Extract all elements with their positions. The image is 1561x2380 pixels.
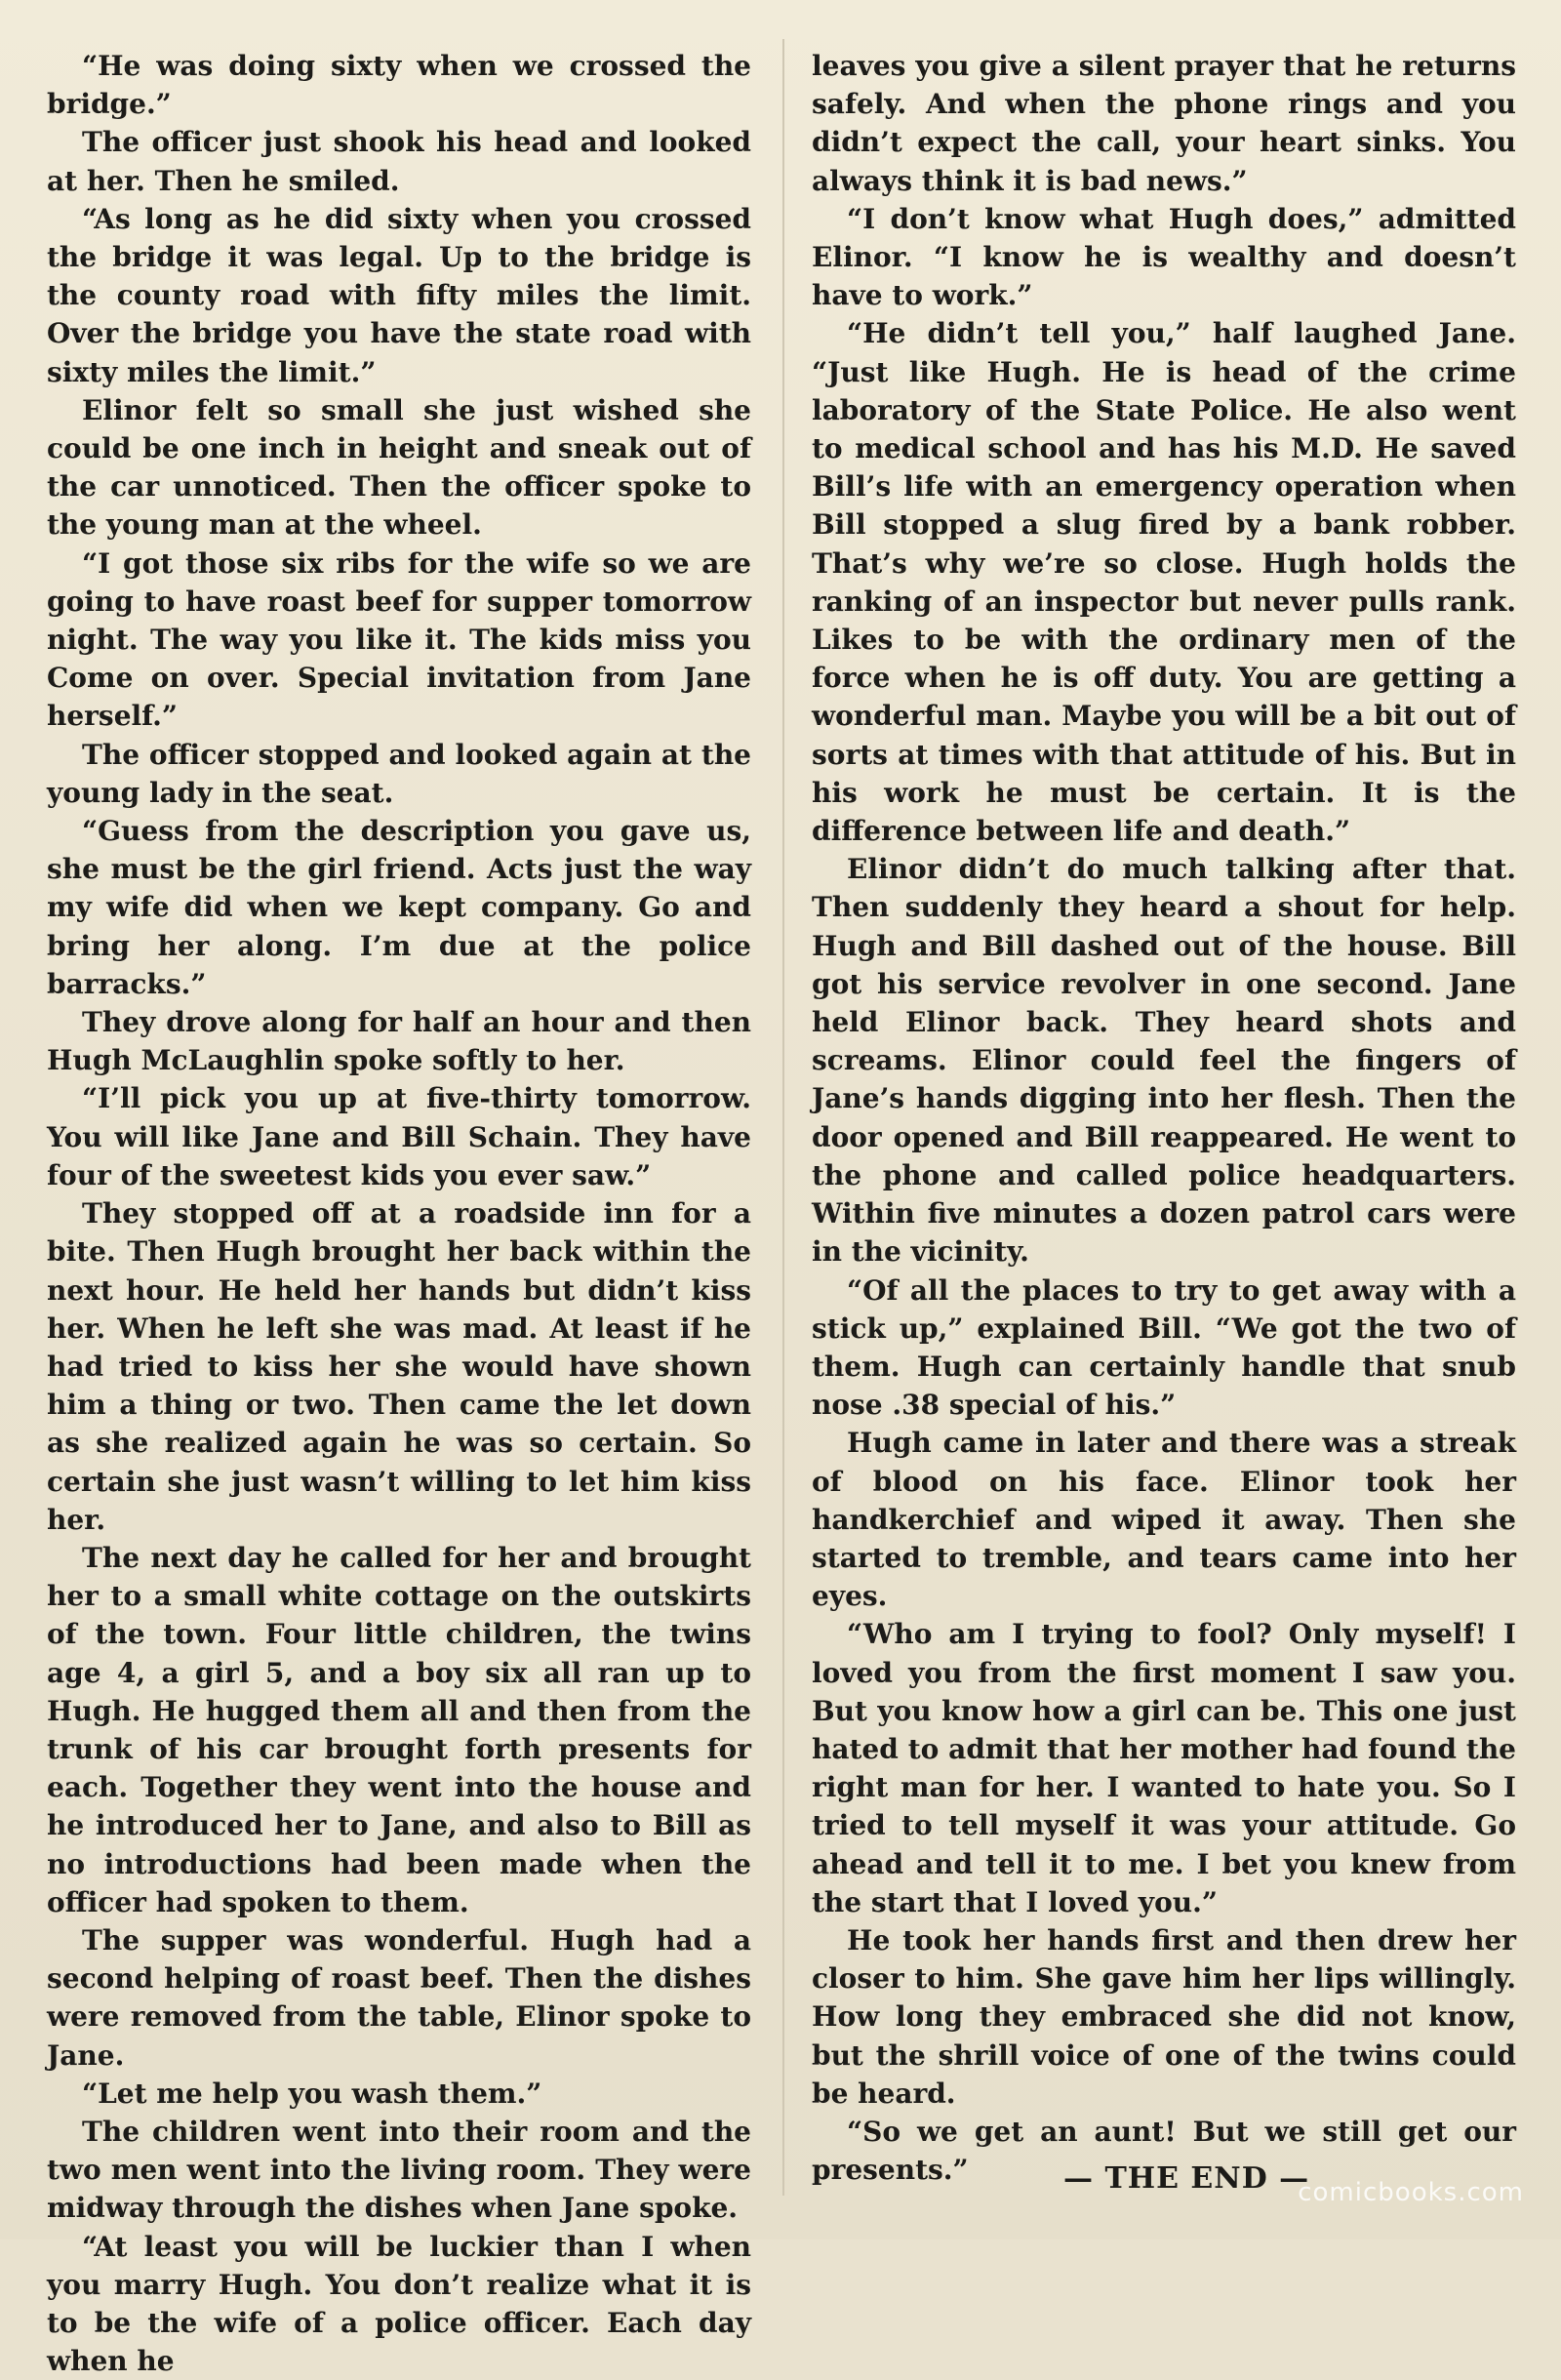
story-paragraph: Elinor didn’t do much talking after that. Then suddenly they heard a shout for help. Hugh and Bill dashed out of the house. Bill got his service revolver in one second. Jane held Elinor back. They heard shots and screams. Elinor could feel the fingers of Jane’s hands digging into her flesh. Then the door opened and Bill reappeared. He went to the phone and called police headquarters. Within five minutes a dozen patrol cars were in the vicinity. <box>812 853 1516 1269</box>
story-paragraph: “I don’t know what Hugh does,” admitted Elinor. “I know he is wealthy and doesn’t have to work.” <box>812 202 1516 312</box>
story-paragraph: Elinor felt so small she just wished she could be one inch in height and sneak out of the car unnoticed. Then the officer spoke to the young man at the wheel. <box>47 393 751 542</box>
story-paragraph: “Let me help you wash them.” <box>82 2077 542 2110</box>
story-paragraph: “I’ll pick you up at five-thirty tomorrow. You will like Jane and Bill Schain. They have four of the sweetest kids you ever saw.” <box>47 1082 751 1191</box>
story-paragraph: “At least you will be luckier than I when you marry Hugh. You don’t realize what it is to be the wife of a police officer. Each day when he <box>47 2230 751 2378</box>
story-paragraph: He took her hands first and then drew her closer to him. She gave him her lips willingly. How long they embraced she did not know, but the shrill voice of one of the twins could be heard. <box>812 1923 1516 2110</box>
right-text-column <box>812 47 1516 2189</box>
left-text-column <box>47 47 751 2380</box>
story-paragraph: The officer stopped and looked again at the young lady in the seat. <box>47 738 751 809</box>
the-end-label: — THE END — <box>1063 2161 1310 2196</box>
story-paragraph: “Who am I trying to fool? Only myself! I loved you from the first moment I saw you. But you know how a girl can be. This one just hated to admit that her mother had found the right man for her. I wanted to hate you. So I tried to tell myself it was your attitude. Go ahead and tell it to me. I bet you knew from the start that I loved you.” <box>812 1618 1516 1918</box>
column-divider <box>782 39 784 2196</box>
story-paragraph: The next day he called for her and brought her to a small white cottage on the outskirts of the town. Four little children, the twins age 4, a girl 5, and a boy six all ran up to Hugh. He hugged them all and then from the trunk of his car brought forth presents for each. Together they went into the house and he introduced her to Jane, and also to Bill as no introductions had been made when the officer had spoken to them. <box>47 1541 751 1918</box>
story-paragraph: Hugh came in later and there was a streak of blood on his face. Elinor took her handkerchief and wiped it away. Then she started to tremble, and tears came into her eyes. <box>812 1427 1516 1613</box>
story-paragraph: “Of all the places to try to get away with a stick up,” explained Bill. “We got the two of them. Hugh can certainly handle that snub nose .38 special of his.” <box>812 1273 1516 1422</box>
story-paragraph: “So we get an aunt! But we still get our presents.” <box>812 2115 1516 2187</box>
story-paragraph: The officer just shook his head and looked at her. Then he smiled. <box>47 126 751 197</box>
story-paragraph: They stopped off at a roadside inn for a bite. Then Hugh brought her back within the next hour. He held her hands but didn’t kiss her. When he left she was mad. At least if he had tried to kiss her she would have shown him a thing or two. Then came the let down as she realized again he was so certain. So certain she just wasn’t willing to let him kiss her. <box>47 1197 751 1536</box>
story-paragraph: The supper was wonderful. Hugh had a second helping of roast beef. Then the dishes were removed from the table, Elinor spoke to Jane. <box>47 1923 751 2072</box>
story-paragraph: The children went into their room and the two men went into the living room. They were midway through the dishes when Jane spoke. <box>47 2115 751 2225</box>
story-paragraph: “I got those six ribs for the wife so we are going to have roast beef for supper tomorrow night. The way you like it. The kids miss you Come on over. Special invitation from Jane herself.” <box>47 546 751 733</box>
story-paragraph: “As long as he did sixty when you crossed the bridge it was legal. Up to the bridge is the county road with fifty miles the limit. Over the bridge you have the state road with sixty miles the limit.” <box>47 202 751 388</box>
story-paragraph: They drove along for half an hour and then Hugh McLaughlin spoke softly to her. <box>47 1006 751 1077</box>
story-paragraph: leaves you give a silent prayer that he returns safely. And when the phone rings and you didn’t expect the call, your heart sinks. You always think it is bad news.” <box>812 50 1516 197</box>
site-watermark: comicbooks.com <box>1298 2178 1524 2207</box>
story-paragraph: “He was doing sixty when we crossed the bridge.” <box>47 50 751 121</box>
story-paragraph: “He didn’t tell you,” half laughed Jane. “Just like Hugh. He is head of the crime laboratory of the State Police. He also went to medical school and has his M.D. He saved Bill’s life with an emergency operation when Bill stopped a slug fired by a bank robber. That’s why we’re so close. Hugh holds the ranking of an inspector but never pulls rank. Likes to be with the ordinary men of the force when he is off duty. You are getting a wonderful man. Maybe you will be a bit out of sorts at times with that attitude of his. But in his work he must be certain. It is the difference between life and death.” <box>812 317 1516 848</box>
story-paragraph: “Guess from the description you gave us, she must be the girl friend. Acts just the way my wife did when we kept company. Go and bring her along. I’m due at the police barracks.” <box>47 815 751 1000</box>
